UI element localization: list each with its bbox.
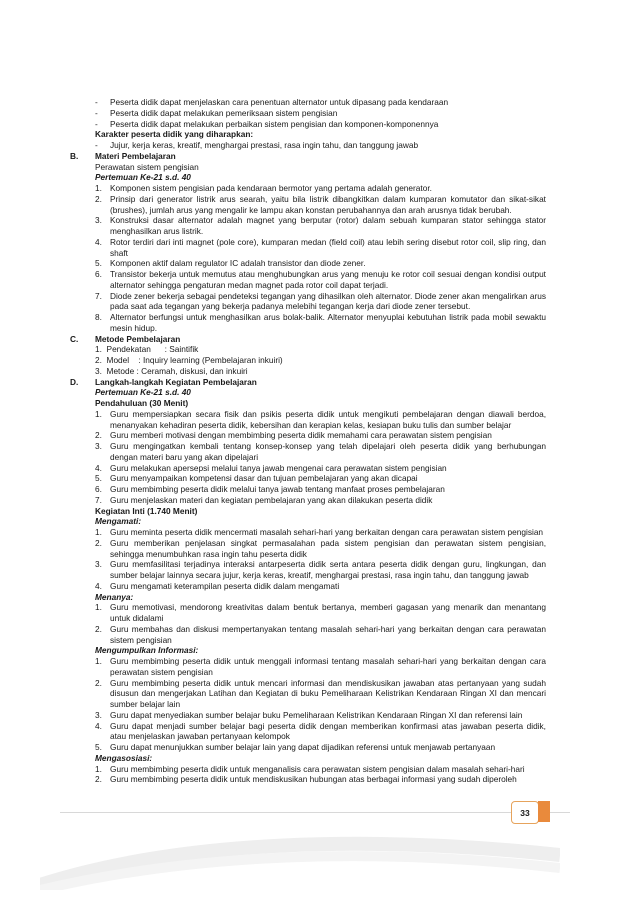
list-item: 1. Guru meminta peserta didik mencermati masalah sehari-hari yang berkaitan dengan cara perawatan sistem pengisian [95,527,544,537]
section-b-heading: B. Materi Pembelajaran [70,150,176,161]
method-item: 1. Pendekatan : Saintifik [95,344,199,355]
section-b-list [70,183,546,334]
objective-item: - Peserta didik dapat melakukan perbaikan sistem pengisian dan komponen-komponennya [95,118,439,129]
mengasosiasi-list [70,764,546,786]
mengasosiasi-heading: Mengasosiasi: [95,752,153,763]
list-item: 5. Guru dapat menunjukkan sumber belajar lain yang dapat dijadikan referensi untuk menjawab pertanyaan [95,742,496,752]
inti-heading: Kegiatan Inti (1.740 Menit) [95,505,198,516]
list-item: 1. Komponen sistem pengisian pada kendaraan bermotor yang pertama adalah generator. [95,183,432,193]
pendahuluan-heading: Pendahuluan (30 Menit) [95,398,189,408]
menanya-list [70,602,546,645]
pendahuluan-list [70,409,546,506]
list-item: 6. Guru membimbing peserta didik melalui tanya jawab tentang manfaat proses pembelajaran [95,484,445,494]
method-item: 3. Metode : Ceramah, diskusi, dan inkuiri [95,365,248,376]
list-item: 3. Konstruksi dasar alternator adalah magnet yang berputar (rotor) dalam sebuah kumparan stator sehingga stator menghasilkan arus listrik. [95,215,546,236]
list-item: 4. Rotor terdiri dari inti magnet (pole core), kumparan medan (field coil) atau lebih sering disebut rotor coil, slip ring, dan shaft [95,236,546,258]
list-item: 2. Prinsip dari generator listrik arus searah, yaitu bila listrik dibangkitkan dalam kumparan komutator dan sikat-sikat (brushes), jumlah arus yang mengalir ke lampu akan konstan perubahannya dan arah arusnya tidak berubah. [95,193,546,215]
footer-decoration [40,830,560,890]
list-item: 2. Guru membimbing peserta didik untuk mendiskusikan hubungan atas berbagai informasi yang sudah diperoleh [95,774,517,785]
list-item: 2. Guru membimbing peserta didik untuk mencari informasi dan mendiskusikan jawaban atas pertanyaan yang sudah disusun dan mengerjakan Latihan dan Kegiatan di buku Pemeliharaan Kelistrikan Kendaraan Ringan XI dan mencari sumber belajar lain [95,677,546,709]
mengumpulkan-list [70,656,546,753]
objective-item: - Peserta didik dapat melakukan pemeriksaan sistem pengisian [95,107,338,118]
list-item: 2. Guru membahas dan diskusi mempertanyakan tentang masalah sehari-hari yang berkaitan dengan cara perawatan sistem pengisian [95,623,546,645]
list-item: 2. Guru memberi motivasi dengan membimbing peserta didik memahami cara perawatan sistem pengisian [95,430,492,441]
section-d-meeting: Pertemuan Ke-21 s.d. 40 [95,387,191,398]
list-item: 4. Guru mengamati keterampilan peserta didik dalam mengamati [95,580,340,591]
list-item: 1. Guru membimbing peserta didik untuk menganalisis cara perawatan sistem pengisian dalam masalah sehari-hari [95,763,525,774]
list-item: 6. Transistor bekerja untuk memutus atau menghubungkan arus yang menuju ke rotor coil sesuai dengan kondisi output alternator sehingga pengaturan medan magnet pada rotor coil dapat terjadi. [95,269,546,290]
list-item: 4. Guru dapat menjadi sumber belajar bagi peserta didik dengan memberikan konfirmasi atas jawaban peserta didik, atau menjelaskan jawaban pertanyaan kelompok [95,720,546,742]
objective-item: - Peserta didik dapat menjelaskan cara penentuan alternator untuk dipasang pada kendaraan [95,97,449,107]
section-c-heading: C. Metode Pembelajaran [70,333,181,344]
list-item: 8. Alternator berfungsi untuk menghasilkan arus bolak-balik. Alternator menyuplai kebutuhan listrik pada mobil sewaktu mesin hidup. [95,312,546,333]
list-item: 3. Guru memfasilitasi terjadinya interaksi antarpeserta didik serta antara peserta didik dengan guru, lingkungan, dan sumber belajar lainnya secara jujur, kerja keras, kreatif, menghargai prestasi, rasa ingin tahu, dan tanggung jawab [95,559,546,580]
list-item: 7. Guru menjelaskan materi dan kegiatan pembelajaran yang akan dilakukan peserta didik [95,494,433,505]
mengamati-list [70,527,546,592]
list-item: 3. Guru mengingatkan kembali tentang konsep-konsep yang telah dipelajari oleh peserta didik yang berhubungan dengan materi baru yang akan dipelajari [95,441,546,462]
footer-rule [60,812,570,813]
objective-list [70,97,546,129]
list-item: 7. Diode zener bekerja sebagai pendeteksi tegangan yang dihasilkan oleh alternator. Diode zener akan mengalirkan arus pada saat ada tegangan yang bekerja padanya melebihi tegangan kerja dari diode zener tersebut. [95,290,546,312]
list-item: 3. Guru dapat menyediakan sumber belajar buku Pemeliharaan Kelistrikan Kendaraan Ringan XI dan referensi lain [95,709,523,720]
section-c-list [70,344,546,376]
karakter-item: - Jujur, kerja keras, kreatif, menghargai prestasi, rasa ingin tahu, dan tanggung jawab [95,140,419,150]
list-item: 5. Guru menyampaikan kompetensi dasar dan tujuan pembelajaran yang akan dicapai [95,473,418,484]
document-body [70,97,546,785]
list-item: 2. Guru memberikan penjelasan singkat permasalahan pada sistem pengisian dan perawatan sistem pengisian, sehingga menumbuhkan rasa ingin tahu peserta didik [95,537,546,559]
menanya-heading: Menanya: [95,591,134,602]
section-d-heading: D. Langkah-langkah Kegiatan Pembelajaran [70,376,257,387]
mengamati-heading: Mengamati: [95,516,142,527]
section-b-subtitle: Perawatan sistem pengisian [95,161,199,172]
list-item: 1. Guru mempersiapkan secara fisik dan psikis peserta didik untuk mengikuti pembelajaran dengan diawali berdoa, menanyakan kehadiran peserta didik, kebersihan dan kerapian kelas, kesiapan buku tulis dan sumber belajar [95,408,546,430]
page-number-accent [538,801,550,822]
method-item: 2. Model : Inquiry learning (Pembelajaran inkuiri) [95,355,283,365]
list-item: 4. Guru melakukan apersepsi melalui tanya jawab mengenai cara perawatan sistem pengisian [95,462,447,473]
list-item: 5. Komponen aktif dalam regulator IC adalah transistor dan diode zener. [95,258,366,269]
karakter-heading: Karakter peserta didik yang diharapkan: [95,129,254,140]
list-item: 1. Guru membimbing peserta didik untuk menggali informasi tentang masalah sehari-hari yang berkaitan dengan cara perawatan sistem pengisian [95,656,546,677]
section-b-meeting: Pertemuan Ke-21 s.d. 40 [95,172,191,183]
mengumpulkan-heading: Mengumpulkan Informasi: [95,645,199,656]
page-number: 33 [511,801,539,824]
list-item: 1. Guru memotivasi, mendorong kreativitas dalam bentuk bertanya, memberi gagasan yang menarik dan menantang untuk didalami [95,602,546,623]
